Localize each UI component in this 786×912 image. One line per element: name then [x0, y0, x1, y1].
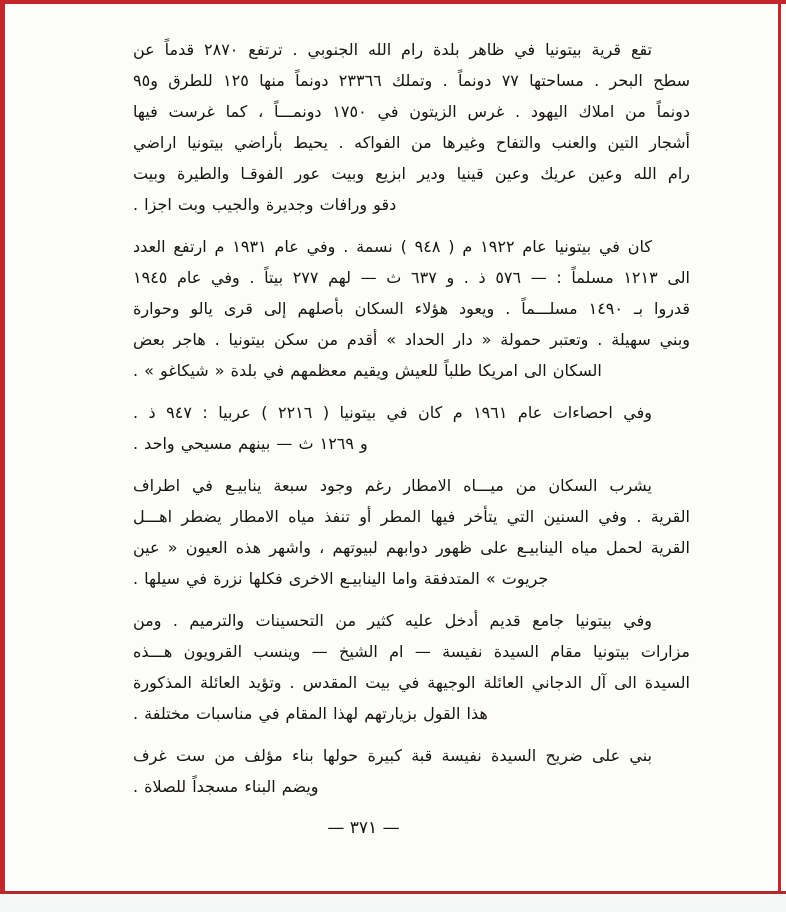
paragraph — [133, 34, 690, 220]
text-block — [133, 34, 690, 802]
text-line: السيدة الى آل الدجاني العائلة الوجيهة في بيت المقدس . وتؤيد العائلة المذكورة — [133, 673, 690, 692]
paragraph — [133, 470, 690, 594]
text-line: قدروا بـ ١٤٩٠ مسلـــماً . ويعود هؤلاء السكان بأصلهم إلى قرى يالو وحوارة — [133, 299, 690, 318]
text-line: وفي بيتونيا جامع قديم أدخل عليه كثير من التحسينات والترميم . ومن — [133, 611, 652, 630]
paragraph — [133, 605, 690, 729]
text-line: جريوت » المتدفقة واما الينابيـع الاخرى فكلها نزرة في سيلها . — [133, 569, 549, 588]
text-line: دونماً من املاك اليهود . غرس الزيتون في ١٧٥٠ دونمـــاً ، كما غرست فيها — [133, 102, 690, 121]
text-line: القرية لحمل مياه الينابيـع على ظهور دوابهم لبيوتهم ، واشهر هذه العيون « عين — [133, 538, 690, 557]
text-line: السكان الى امريكا طلباً للعيش ويقيم معظمهم في بلدة « شيكاغو » . — [133, 361, 602, 380]
text-line: الى ١٢١٣ مسلماً : — ٥٧٦ ذ . و ٦٣٧ ث — لهم ٢٧٧ بيتاً . وفي عام ١٩٤٥ — [133, 268, 690, 287]
text-line: كان في بيتونيا عام ١٩٢٢ م ( ٩٤٨ ) نسمة . وفي عام ١٩٣١ م ارتفع العدد — [133, 237, 653, 256]
page-text-column — [133, 34, 690, 844]
text-line: يشرب السكان من ميـــاه الامطار رغم وجود سبعة ينابيـع في اطراف — [133, 476, 652, 495]
text-line: هذا القول بزيارتهم لهذا المقام في مناسبات مختلفة . — [133, 704, 488, 723]
page-number: — ٣٧١ — — [327, 818, 400, 838]
text-line: بني على ضريح السيدة نفيسة قبة كبيرة حولها بناء مؤلف من ست غرف — [133, 746, 652, 765]
text-line: مزارات بيتونيا مقام السيدة نفيسة — ام الشيخ — وينسب القرويون هـــذه — [133, 642, 690, 661]
text-line: ويضم البناء مسجداً للصلاة . — [133, 777, 319, 796]
text-line: القرية . وفي السنين التي يتأخر فيها المطر أو تنفذ مياه الامطار يضطر اهـــل — [133, 507, 690, 526]
paragraph — [133, 397, 690, 459]
paragraph — [133, 740, 690, 802]
text-line: دقو ورافات وجديرة والجيب وبت اجزا . — [133, 195, 397, 214]
text-line: أشجار التين والعنب والتفاح وغيرها من الفواكه . يحيط بأراضي بيتونيا اراضي — [133, 133, 690, 152]
text-line: وبني سهيلة . وتعتبر حمولة « دار الحداد » أقدم من سكن بيتونيا . هاجر بعض — [133, 330, 690, 349]
scan-border-top — [0, 0, 786, 4]
scan-border-left — [0, 0, 5, 912]
scan-border-right — [778, 0, 781, 895]
paragraph — [133, 231, 690, 386]
text-line: سطح البحر . مساحتها ٧٧ دونماً . وتملك ٢٣٣٦٦ دونماً منها ١٢٥ للطرق و٩٥ — [133, 71, 690, 90]
paper-edge-strip — [0, 894, 786, 912]
text-line: تقع قرية بيتونيا في ظاهر بلدة رام الله الجنوبي . ترتفع ٢٨٧٠ قدماً عن — [133, 40, 652, 59]
text-line: وفي احصاءات عام ١٩٦١ م كان في بيتونيا ( ٢٢١٦ ) عربيا : ٩٤٧ ذ . — [133, 403, 653, 422]
text-line: و ١٢٦٩ ث — بينهم مسيحي واحد . — [133, 434, 368, 453]
text-line: رام الله وعين عريك وعين قينيا ودير ابزيع وبيت عور الفوقـا والطيرة وبيت — [133, 164, 690, 183]
